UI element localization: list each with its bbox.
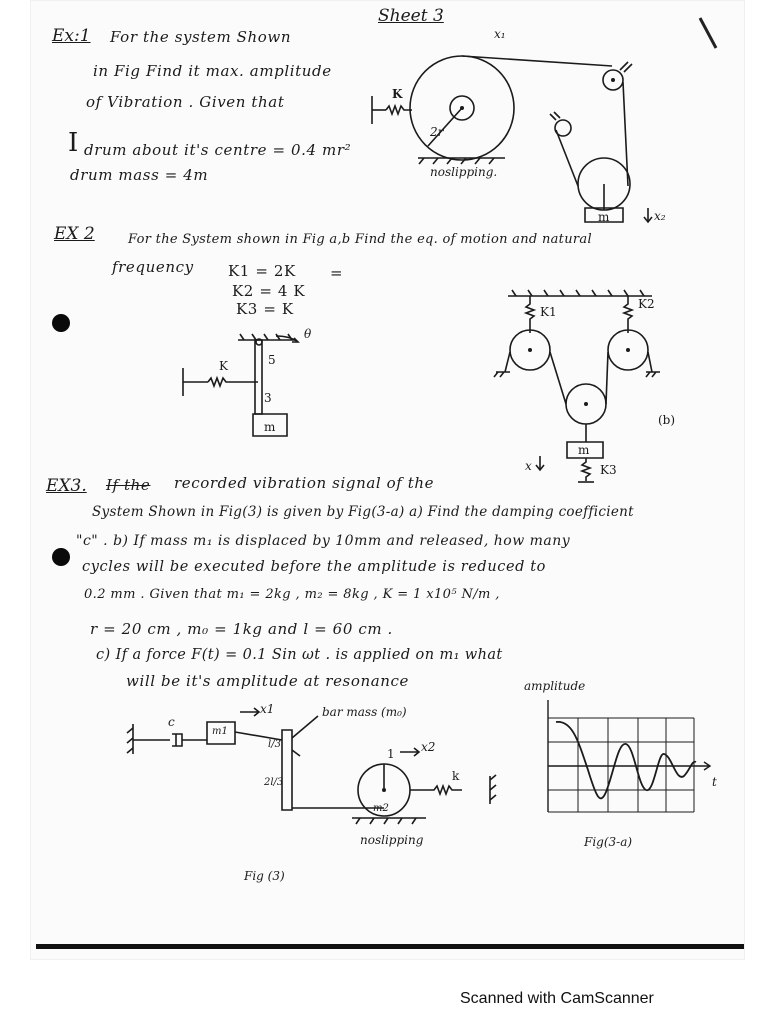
ex1-fig-k: K	[392, 87, 403, 101]
ex3-line1: recorded vibration signal of the	[174, 474, 435, 492]
ex3a-t-label: t	[712, 775, 717, 789]
ex3-line8: will be it's amplitude at resonance	[126, 672, 410, 690]
ex3a-caption: Fig(3-a)	[584, 835, 633, 849]
ex1-line3: of Vibration . Given that	[86, 93, 285, 111]
ex2-k2: K2 = 4 K	[232, 282, 306, 300]
ex1-fig-m: m	[598, 210, 610, 224]
ex2-k3: K3 = K	[236, 300, 294, 318]
ex3-fig-no-slip: noslipping	[360, 833, 424, 847]
ex1-fig-x2: x₂	[654, 209, 666, 223]
sheet-title: Sheet 3	[378, 6, 444, 26]
ex3-line1-struck: If the	[106, 476, 151, 494]
ex1-line4: drum about it's centre = 0.4 mr²	[84, 141, 352, 159]
ex1-line5: drum mass = 4m	[70, 166, 209, 184]
ex1-fig-2r: 2r	[430, 125, 444, 139]
scanner-watermark: Scanned with CamScanner	[460, 990, 654, 1007]
ex2b-k3: K3	[600, 463, 617, 477]
ex2a-theta: θ	[304, 327, 312, 341]
ex3-fig-m2: m2	[373, 803, 389, 814]
ex3-fig-x2: x2	[421, 740, 436, 754]
ex2a-k: K	[219, 359, 228, 373]
ex2-line1: For the System shown in Fig a,b Find the eq. of motion and natural	[128, 232, 592, 247]
ex3-line6: r = 20 cm , m₀ = 1kg and l = 60 cm .	[90, 620, 393, 638]
ex2-number: EX 2	[54, 224, 95, 244]
ex2b-x: x	[525, 459, 532, 473]
ex3-fig-l3: l/3	[268, 739, 281, 750]
ex2b-mass: m	[578, 443, 590, 457]
ex3-line4: cycles will be executed before the amplitude is reduced to	[82, 559, 547, 575]
ex3-fig-m1: m1	[212, 726, 228, 737]
ex3-line2: System Shown in Fig(3) is given by Fig(3-a) a) Find the damping coefficient	[92, 504, 634, 520]
ex3-fig-caption: Fig (3)	[244, 869, 285, 883]
ex2b-k2: K2	[638, 297, 655, 311]
ex2-line2: frequency	[112, 258, 194, 276]
ex2b-k1: K1	[540, 305, 557, 319]
ex2-k1: K1 = 2K	[228, 262, 296, 280]
ex3-fig-x1: x1	[260, 702, 275, 716]
ex3-fig-k: k	[452, 769, 460, 783]
ex3-fig-c: c	[168, 715, 175, 729]
ex3-line3: "c" . b) If mass m₁ is displaced by 10mm and released, how many	[76, 533, 571, 549]
ex1-fig-x1: x₁	[494, 27, 506, 41]
ex2a-len-5: 5	[268, 353, 276, 367]
ex3-line5: 0.2 mm . Given that m₁ = 2kg , m₂ = 8kg , K = 1 x10⁵ N/m ,	[84, 587, 500, 602]
ex1-fig-no-slip: noslipping.	[430, 165, 498, 179]
ex3-number: EX3.	[46, 476, 87, 496]
ex2-k1-suffix: =	[330, 264, 344, 282]
ex2a-len-3: 3	[264, 391, 272, 405]
ex2b-tag: (b)	[658, 413, 676, 427]
ex2a-mass: m	[264, 420, 276, 434]
ex3-fig-2l3: 2l/3	[264, 777, 284, 788]
ex1-number: Ex:1	[52, 26, 91, 46]
ex1-inertia-symbol: I	[68, 128, 79, 158]
page-bottom-edge	[36, 944, 744, 949]
ex3-fig-bar: bar mass (m₀)	[322, 705, 407, 719]
ex3a-amplitude-label: amplitude	[524, 679, 586, 693]
ex3-line7: c) If a force F(t) = 0.1 Sin ωt . is applied on m₁ what	[96, 647, 503, 663]
ex1-line2: in Fig Find it max. amplitude	[93, 62, 332, 80]
ex1-line1: For the system Shown	[110, 28, 292, 46]
ex3-fig-one: 1	[387, 747, 395, 761]
